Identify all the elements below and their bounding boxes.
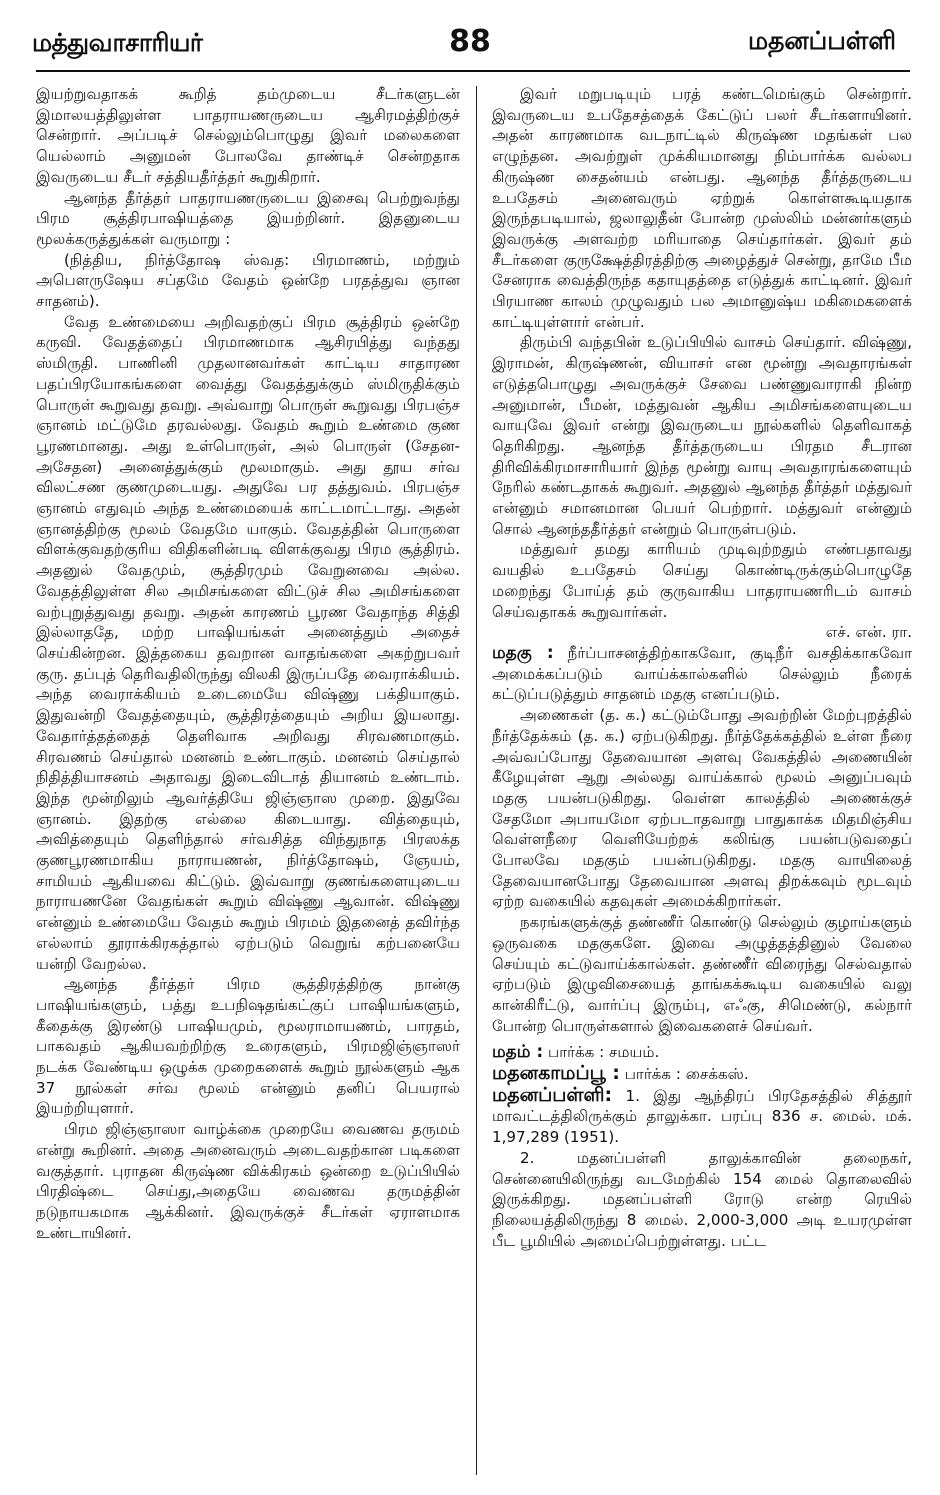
paragraph: நகரங்களுக்குத் தண்ணீர் கொண்டு செல்லும் குழாய்களும் ஒருவகை மதகுகளே. இவை அழுத்தத்தினுல் வேலை செய்யும் கட்டுவாய்க்கால்கள். தண்ணீர் விரைந்து செல்வதால் ஏற்படும் இழுவிசையைத் தாங்கக்கூடிய வகையில் வலு கான்கிரீட்டு, வார்ப்பு இரும்பு, எஃகு, சிமெண்டு, கல்நார் போன்ற பொருள்களால் இவைகளைச் செய்வர். (492, 913, 912, 1035)
page-header (26, 24, 914, 68)
entry-headword: மதனகாமப்பூ : (492, 1062, 620, 1085)
page-number: 88 (449, 24, 491, 59)
entry-text: நீர்ப்பாசனத்திற்காகவோ, குடிநீர் வசதிக்காகவோ அமைக்கப்படும் வாய்க்கால்களில் செல்லும் நீரைக் கட்டுப்படுத்தும் சாதனம் மதகு எனப்படும். (492, 643, 912, 704)
paragraph: (நித்திய, நிர்த்தோஷ ஸ்வத: பிரமாணம், மற்றும் அபௌருஷேய சப்தமே வேதம் ஒன்றே பரதத்துவ ஞான சாதனம்). (36, 250, 460, 311)
entry-headword: மதனப்பள்ளி: (492, 1083, 613, 1106)
paragraph: வேத உண்மையை அறிவதற்குப் பிரம சூத்திரம் ஒன்றே கருவி. வேதத்தைப் பிரமாணமாக ஆசிரயித்து வந்தது ஸ்மிருதி. பாணினி முதலானவர்கள் காட்டிய சாதாரண பதப்பிரயோகங்களை வைத்து வேதத்துக்கும் ஸ்மிருதிக்கும் பொருள் கூறுவது தவறு. அவ்வாறு பொருள் கூறுவது பிரபஞ்ச ஞானம் மட்டுமே தரவல்லது. வேதம் கூறும் உண்மை குண பூரணமானது. அது உள்பொருள், அல் பொருள் (சேதன-அசேதன) அனைத்துக்கும் மூலமாகும். அது தூய சர்வ விலட்சண குணமுடையது. அதுவே பர தத்துவம். பிரபஞ்ச ஞானம் எதுவும் அந்த உண்மையைக் காட்டமாட்டாது. அதன் ஞானத்திற்கு மூலம் வேதமே யாகும். வேதத்தின் பொருளை விளக்குவதற்குரிய விதிகளின்படி விளக்குவது பிரம சூத்திரம். அதனுல் வேதமும், சூத்திரமும் வேறுனவை அல்ல. வேதத்திலுள்ள சில அமிசங்களை விட்டுச் சில அமிசங்களை வற்புறுத்துவது தவறு. அதன் காரணம் பூரண வேதாந்த சித்தி இல்லாததே, மற்ற பாஷியங்கள் அனைத்தும் அதைச் செய்கின்றன. இத்தகைய தவறான வாதங்களை அகற்றுபவர் குரு. தப்புத் தெரிவதிலிருந்து விலகி இருப்பதே வைராக்கியம். அந்த வைராக்கியம் உடைமையே விஷ்ணு பக்தியாகும். இதுவன்றி வேதத்தையும், சூத்திரத்தையும் அறிய இயலாது. வேதார்த்தத்தைத் தெளிவாக அறிவது சிரவணமாகும். சிரவணம் செய்தால் மனனம் உண்டாகும். மனனம் செய்தால் நிதித்தியாசனம் அதாவது இடைவிடாத் தியானம் உண்டாம். இந்த மூன்றிலும் ஆவர்த்தியே ஜிஞ்ஞாஸ முறை. இதுவே ஞானம். இதற்கு எல்லை கிடையாது. வித்தையும், அவித்தையும் தெளிந்தால் சர்வசித்த விந்துநாத பிரஸக்த குணபூரணமாகிய நாராயணன், நிர்த்தோஷம், ஞேயம், சாமியம் ஆகியவை கிட்டும். இவ்வாறு குணங்களையுடைய நாராயணனே வேதங்கள் கூறும் விஷ்ணு ஆவான். விஷ்ணு என்னும் உண்மையே வேதம் கூறும் பிரமம் இதனைத் தவிர்ந்த எல்லாம் தூராக்கிரகத்தால் ஏற்படும் வெறுங் கற்பனையே யன்றி வேறல்ல. (36, 312, 460, 973)
paragraph: ஆனந்த தீர்த்தர் பாதராயணருடைய இசைவு பெற்றுவந்து பிரம சூத்திரபாஷியத்தை இயற்றினர். இதனுடைய மூலக்கருத்துக்கள் வருமாறு : (36, 188, 460, 248)
entry-text: 1. இது ஆந்திரப் பிரதேசத்தில் சித்தூர் மாவட்டத்திலிருக்கும் தாலுக்கா. பரப்பு 836 ச. மைல். மக். 1,97,289 (1951). (492, 1086, 912, 1147)
paragraph: ஆனந்த தீர்த்தர் பிரம சூத்திரத்திற்கு நான்கு பாஷியங்களும், பத்து உபநிஷதங்கட்குப் பாஷியங்களும், கீதைக்கு இரண்டு பாஷியமும், மூலராமாயணம், பாரதம், பாகவதம் ஆகியவற்றிற்கு உரைகளும், பிரமஜிஞ்ஞாஸர் நடக்க வேண்டிய ஒழுக்க முறைகளைக் கூறும் நூல்களும் ஆக 37 நூல்கள் சர்வ மூலம் என்னும் தனிப் பெயரால் இயற்றியுளார். (36, 975, 460, 1118)
entry-madagu (492, 643, 912, 705)
paragraph: இவர் மறுபடியும் பரத் கண்டமெங்கும் சென்றார். இவருடைய உபதேசத்தைக் கேட்டுப் பலர் சீடர்களாயினர். அதன் காரணமாக வடநாட்டில் கிருஷ்ண மதங்கள் பல எழுந்தன. அவற்றுள் முக்கியமானது நிம்பார்க்க வல்லப கிருஷ்ண சைதன்யம் என்பது. ஆனந்த தீர்த்தருடைய உபதேசம் அனைவரும் ஏற்றுக் கொள்ளகூடியதாக இருந்தபடியால், ஜலாலுதீன் போன்ற முஸ்லிம் மன்னர்களும் இவருக்கு அளவற்ற மரியாதை செய்தார்கள். இவர் தம் சீடர்களை குருக்ஷேத்திரத்திற்கு அழைத்துச் சென்று, தாமே பீம சேனராக வைத்திருந்த கதாயுதத்தை எடுத்துக் காட்டினர். இவர் பிரயாண காலம் முழுவதும் பல அமானுஷ்ய மகிமைகளைக் காட்டியுள்ளார் என்பர். (492, 85, 912, 331)
paragraph: பிரம ஜிஞ்ஞாஸா வாழ்க்கை முறையே வைணவ தருமம் என்று கூறினர். அதை அனைவரும் அடைவதற்கான படிகளை வகுத்தார். புராதன கிருஷ்ண விக்கிரகம் ஒன்றை உடுப்பியில் பிரதிஷ்டை செய்து,அதையே வைணவ தருமத்தின் நடுநாயகமாக ஆக்கினர். இவருக்குச் சீடர்கள் ஏராளமாக உண்டாயினர். (36, 1120, 460, 1242)
entry-madanakamappu (492, 1063, 912, 1085)
author-signature: எச். என். ரா. (825, 623, 912, 642)
entry-text: பார்க்க : சமயம். (547, 1043, 660, 1062)
paragraph: இயற்றுவதாகக் கூறித் தம்முடைய சீடர்களுடன் இமாலயத்திலுள்ள பாதராயணருடைய ஆசிரமத்திற்குச் சென்றார். அப்படிச் செல்லும்பொழுது இவர் மலைகளை யெல்லாம் அனுமன் போலவே தாண்டிச் சென்றதாக இவருடைய சீடர் சத்தியதீர்த்தர் கூறுகிறார். (36, 85, 460, 186)
entry-headword: மதம் : (492, 1042, 544, 1063)
column-separator (476, 86, 477, 1475)
entry-madam (492, 1042, 912, 1063)
paragraph: திரும்பி வந்தபின் உடுப்பியில் வாசம் செய்தார். விஷ்ணு, இராமன், கிருஷ்ணன், வியாசர் என மூன்று அவதாரங்கள் எடுத்தபொழுது அவருக்குச் சேவை பண்ணுவாராகி நின்ற அனுமான், பீமன், மத்துவன் ஆகிய அமிசங்களையுடைய வாயுவே இவர் என்று இவருடைய நூல்களில் தெளிவாகத் தெரிகிறது. ஆனந்த தீர்த்தருடைய பிரதம சீடரான திரிவிக்கிரமாசாரியார் இந்த மூன்று வாயு அவதாரங்களையும் நேரில் கண்டதாகக் கூறுவர். அதனுல் ஆனந்த தீர்த்தர் மத்துவர் என்னும் சமானமான பெயர் பெற்றார். மத்துவர் என்னும் சொல் ஆனந்ததீர்த்தர் என்றும் பொருள்படும். (492, 333, 912, 538)
entry-headword: மதகு : (492, 642, 554, 663)
left-column (36, 84, 460, 1487)
header-rule (36, 70, 910, 72)
paragraph: அணைகள் (த. க.) கட்டும்போது அவற்றின் மேற்புறத்தில் நீர்த்தேக்கம் (த. க.) ஏற்படுகிறது. நீர்த்தேக்கத்தில் உள்ள நீரை அவ்வப்போது தேவையான அளவு வேகத்தில் அணையின் கீழேயுள்ள ஆறு அல்லது வாய்க்கால் மூலம் அனுப்பவும் மதகு பயன்படுகிறது. வெள்ள காலத்தில் அணைக்குச் சேதமோ அபாயமோ ஏற்படாதவாறு பாதுகாக்க மிதமிஞ்சிய வெள்ளநீரை வெளியேற்றக் கலிங்கு பயன்படுவதைப் போலவே மதகும் பயன்படுகிறது. மதகு வாயிலைத் தேவையானபோது தேவையான அளவு திறக்கவும் மூடவும் ஏற்ற வகையில் கதவுகள் அமைக்கிறார்கள். (492, 706, 912, 911)
right-column (492, 84, 912, 1487)
paragraph: 2. மதனப்பள்ளி தாலுக்காவின் தலைநகர், சென்னையிலிருந்து வடமேற்கில் 154 மைல் தொலைவில் இருக்கிறது. மதனப்பள்ளி ரோடு என்ற ரெயில் நிலையத்திலிருந்து 8 மைல். 2,000-3,000 அடி உயரமுள்ள பீட பூமியில் அமைப்பெற்றுள்ளது. பட்ட (492, 1148, 912, 1250)
paragraph: மத்துவர் தமது காரியம் முடிவுற்றதும் எண்பதாவது வயதில் உபதேசம் செய்து கொண்டிருக்கும்பொழுதே மறைந்து போய்த் தம் குருவாகிய பாதராயணரிடம் வாசம் செய்வதாகக் கூறுவார்கள். (492, 540, 912, 621)
entry-text: பார்க்க : சைக்கஸ். (624, 1065, 749, 1084)
running-head-left: மத்துவாசாரியர் (32, 28, 203, 57)
entry-madanapalli (492, 1085, 912, 1148)
running-head-right: மதனப்பள்ளி (747, 26, 896, 55)
